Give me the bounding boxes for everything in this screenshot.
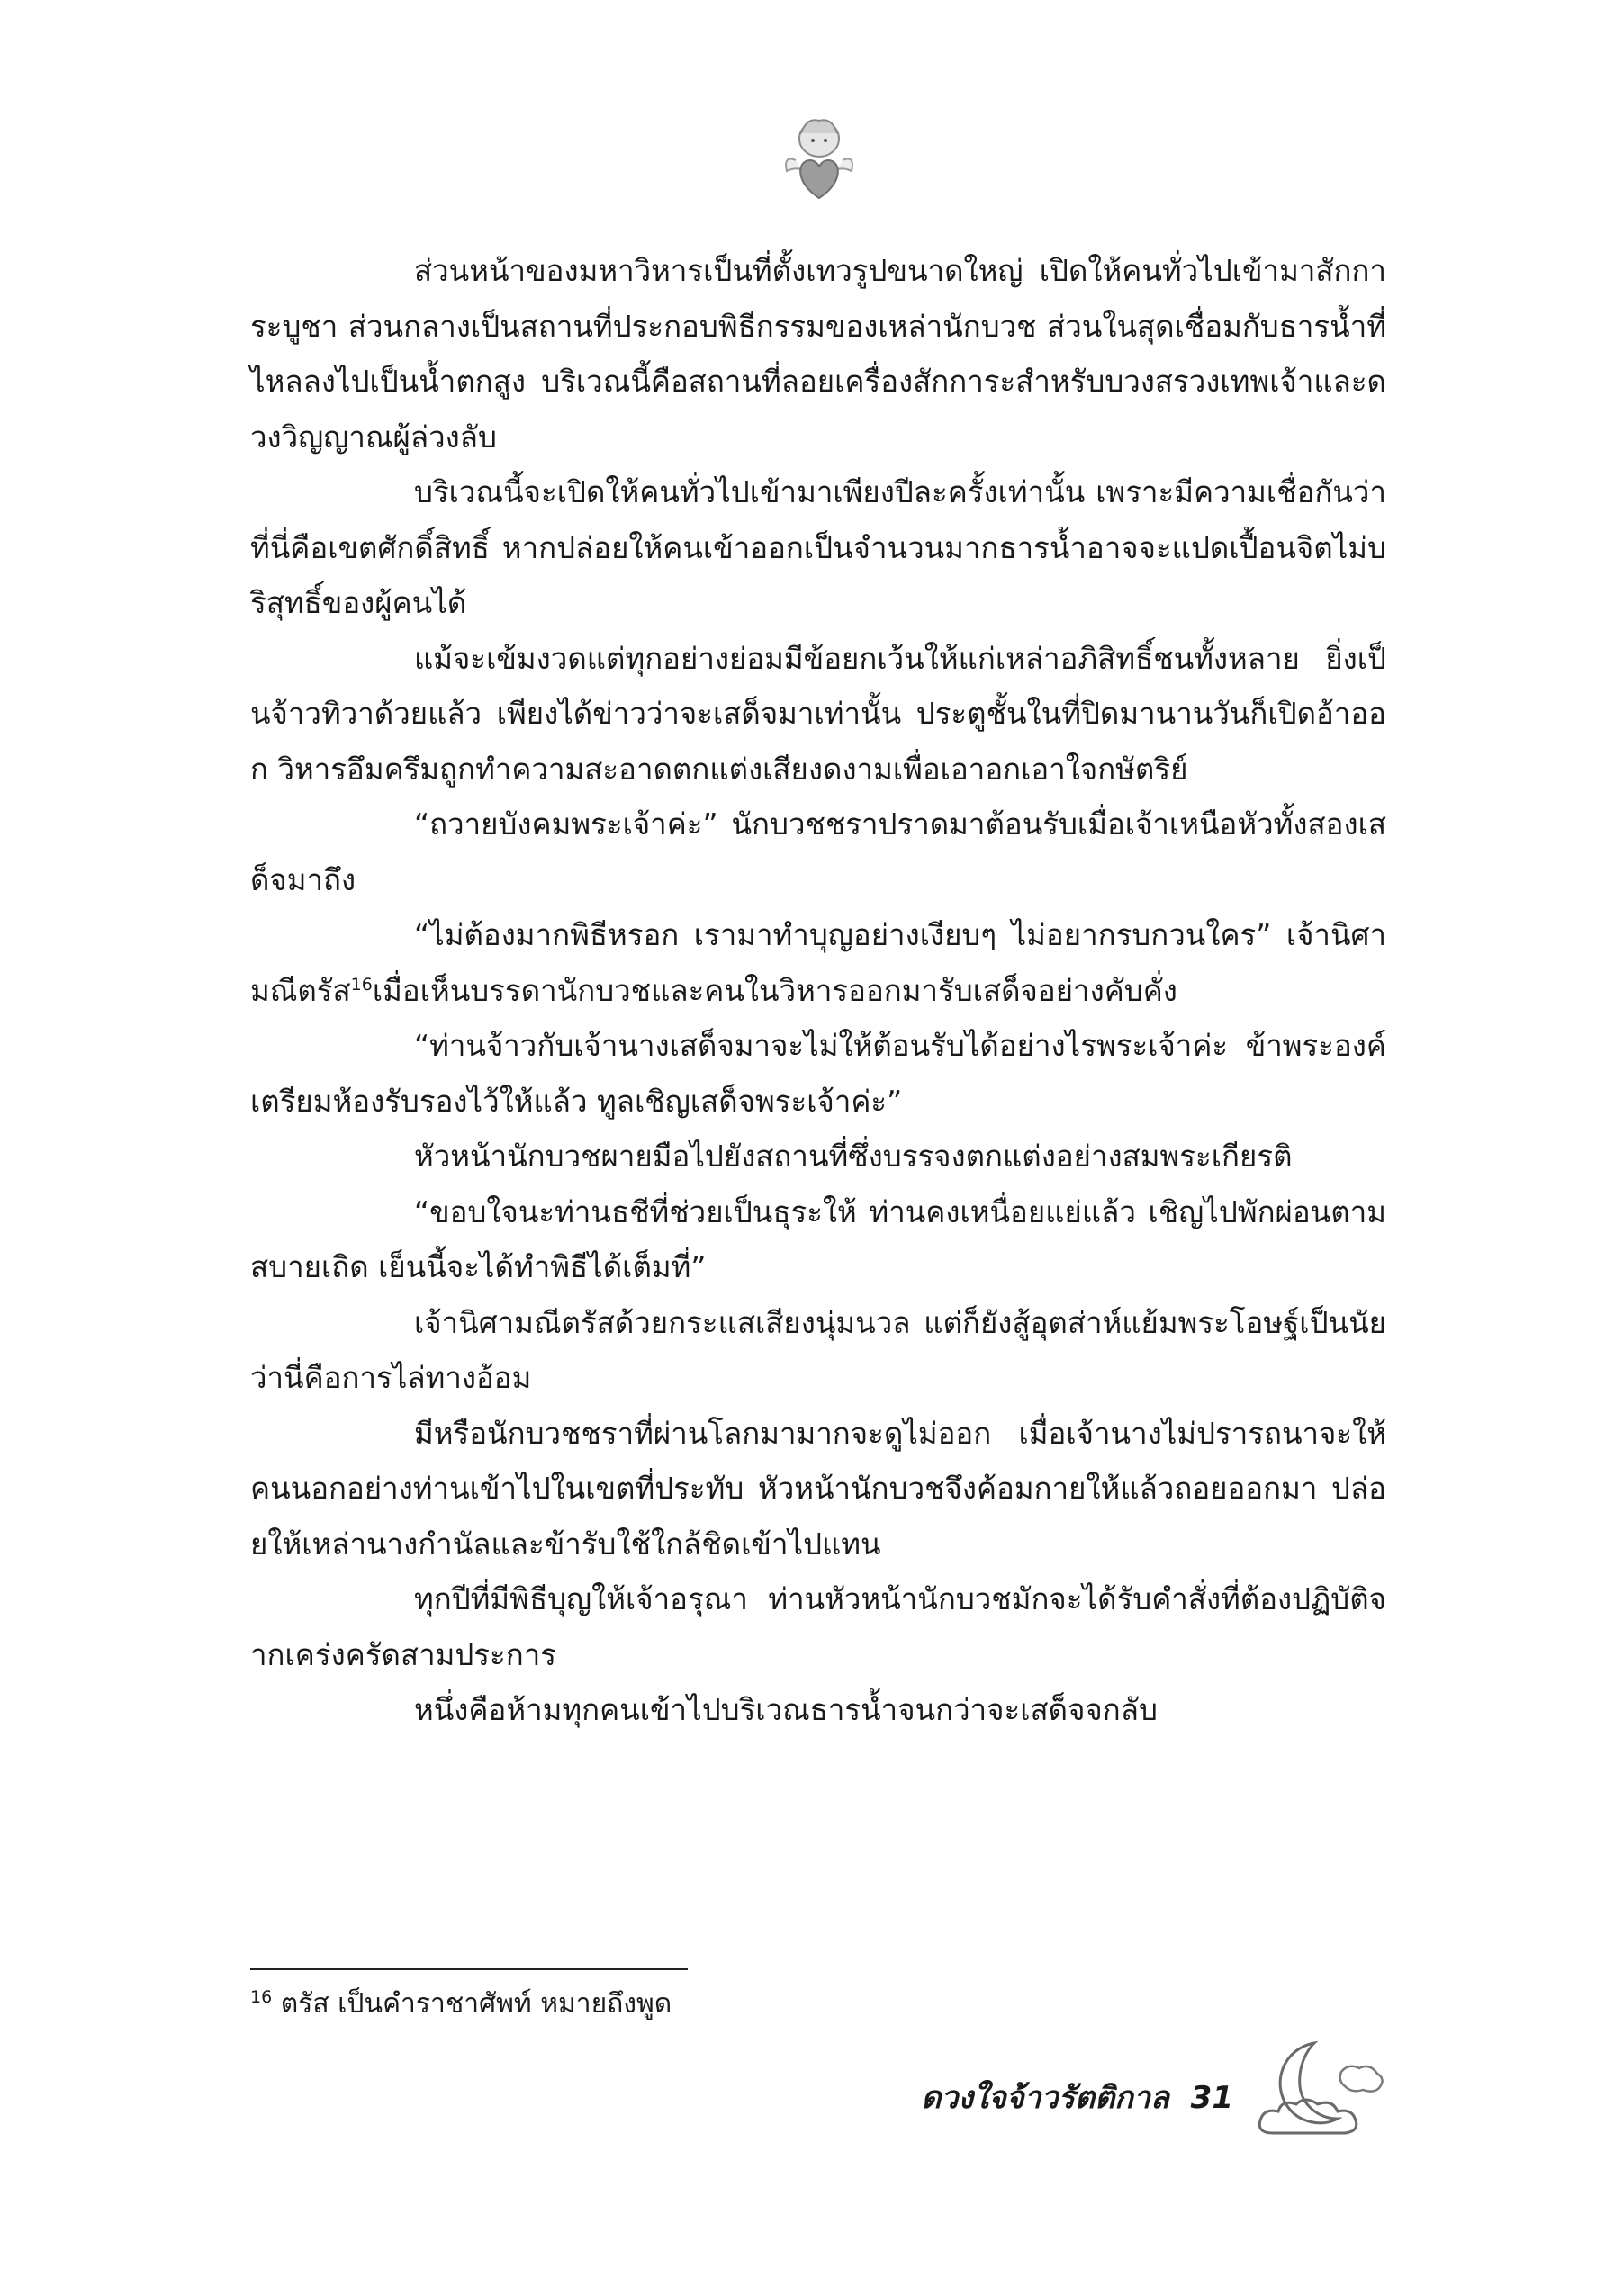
paragraph-text: เมื่อเห็นบรรดานักบวชและคนในวิหารออกมารับเสด็จอย่างคับคั่ง xyxy=(372,972,1177,1008)
paragraph: “ขอบใจนะท่านธชีที่ช่วยเป็นธุระให้ ท่านคงเหนื่อยแย่แล้ว เชิญไปพักผ่อนตามสบายเถิด เย็นนี้จะได้ทำพิธีได้เต็มที่” xyxy=(250,1193,1386,1284)
page-number: 31 xyxy=(1190,2080,1233,2116)
paragraph-text: “ไม่ต้องมากพิธีหรอก เรามาทำบุญอย่างเงียบๆ ไม่อยากรบกวนใคร” เจ้านิศามณีตรัส xyxy=(250,917,1386,1008)
footnote-text: ตรัส เป็นคำราชาศัพท์ หมายถึงพูด xyxy=(280,1988,672,2020)
body-text xyxy=(250,243,1386,1738)
paragraph: เจ้านิศามณีตรัสด้วยกระแสเสียงนุ่มนวล แต่ก็ยังสู้อุตส่าห์แย้มพระโอษฐ์เป็นนัยว่านี่คือการไล่ทางอ้อม xyxy=(250,1304,1386,1395)
paragraph-with-footnote xyxy=(250,907,1386,1018)
footnote-divider xyxy=(250,1968,688,1970)
footnote xyxy=(250,1983,1386,2026)
paragraph: “ท่านจ้าวกับเจ้านางเสด็จมาจะไม่ให้ต้อนรับได้อย่างไรพระเจ้าค่ะ ข้าพระองค์เตรียมห้องรับรองไว้ให้แล้ว ทูลเชิญเสด็จพระเจ้าค่ะ” xyxy=(250,1028,1386,1119)
paragraph: หัวหน้านักบวชผายมือไปยังสถานที่ซึ่งบรรจงตกแต่งอย่างสมพระเกียรติ xyxy=(414,1139,1293,1174)
paragraph: ทุกปีที่มีพิธีบุญให้เจ้าอรุณา ท่านหัวหน้านักบวชมักจะได้รับคำสั่งที่ต้องปฏิบัติจากเคร่งครัดสามประการ xyxy=(250,1581,1386,1672)
page-footer xyxy=(909,2073,1233,2121)
footnote-number: 16 xyxy=(250,1987,273,2007)
crescent-moon-cloud-icon xyxy=(1251,2036,1386,2144)
paragraph: แม้จะเข้มงวดแต่ทุกอย่างย่อมมีข้อยกเว้นให้แก่เหล่าอภิสิทธิ์ชนทั้งหลาย ยิ่งเป็นจ้าวทิวาด้วยแล้ว เพียงได้ข่าวว่าจะเสด็จมาเท่านั้น ประตูชั้นในที่ปิดมานานวันก็เปิดอ้าออก วิหารอึมครึมถูกทำความสะอาดตกแต่งเสียงดงามเพื่อเอาอกเอาใจกษัตริย์ xyxy=(250,640,1386,787)
paragraph: บริเวณนี้จะเปิดให้คนทั่วไปเข้ามาเพียงปีละครั้งเท่านั้น เพราะมีความเชื่อกันว่าที่นี่คือเขตศักดิ์สิทธิ์ หากปล่อยให้คนเข้าออกเป็นจำนวนมากธารน้ำอาจจะแปดเปื้อนจิตไม่บริสุทธิ์ของผู้คนได้ xyxy=(250,474,1386,620)
book-title: ดวงใจจ้าวรัตติกาล xyxy=(921,2080,1169,2116)
cherub-heart-icon xyxy=(776,108,862,207)
paragraph: ส่วนหน้าของมหาวิหารเป็นที่ตั้งเทวรูปขนาดใหญ่ เปิดให้คนทั่วไปเข้ามาสักการะบูชา ส่วนกลางเป็นสถานที่ประกอบพิธีกรรมของเหล่านักบวช ส่วนในสุดเชื่อมกับธารน้ำที่ไหลลงไปเป็นน้ำตกสูง บริเวณนี้คือสถานที่ลอยเครื่องสักการะสำหรับบวงสรวงเทพเจ้าและดวงวิญญาณผู้ล่วงลับ xyxy=(250,253,1386,455)
paragraph: “ถวายบังคมพระเจ้าค่ะ” นักบวชชราปราดมาต้อนรับเมื่อเจ้าเหนือหัวทั้งสองเสด็จมาถึง xyxy=(250,806,1386,897)
paragraph: มีหรือนักบวชชราที่ผ่านโลกมามากจะดูไม่ออก เมื่อเจ้านางไม่ปรารถนาจะให้คนนอกอย่างท่านเข้าไปในเขตที่ประทับ หัวหน้านักบวชจึงค้อมกายให้แล้วถอยออกมา ปล่อยให้เหล่านางกำนัลและข้ารับใช้ใกล้ชิดเข้าไปแทน xyxy=(250,1415,1386,1562)
footnote-reference[interactable]: 16 xyxy=(350,974,373,995)
paragraph: หนึ่งคือห้ามทุกคนเข้าไปบริเวณธารน้ำจนกว่าจะเสด็จจกลับ xyxy=(414,1692,1158,1727)
